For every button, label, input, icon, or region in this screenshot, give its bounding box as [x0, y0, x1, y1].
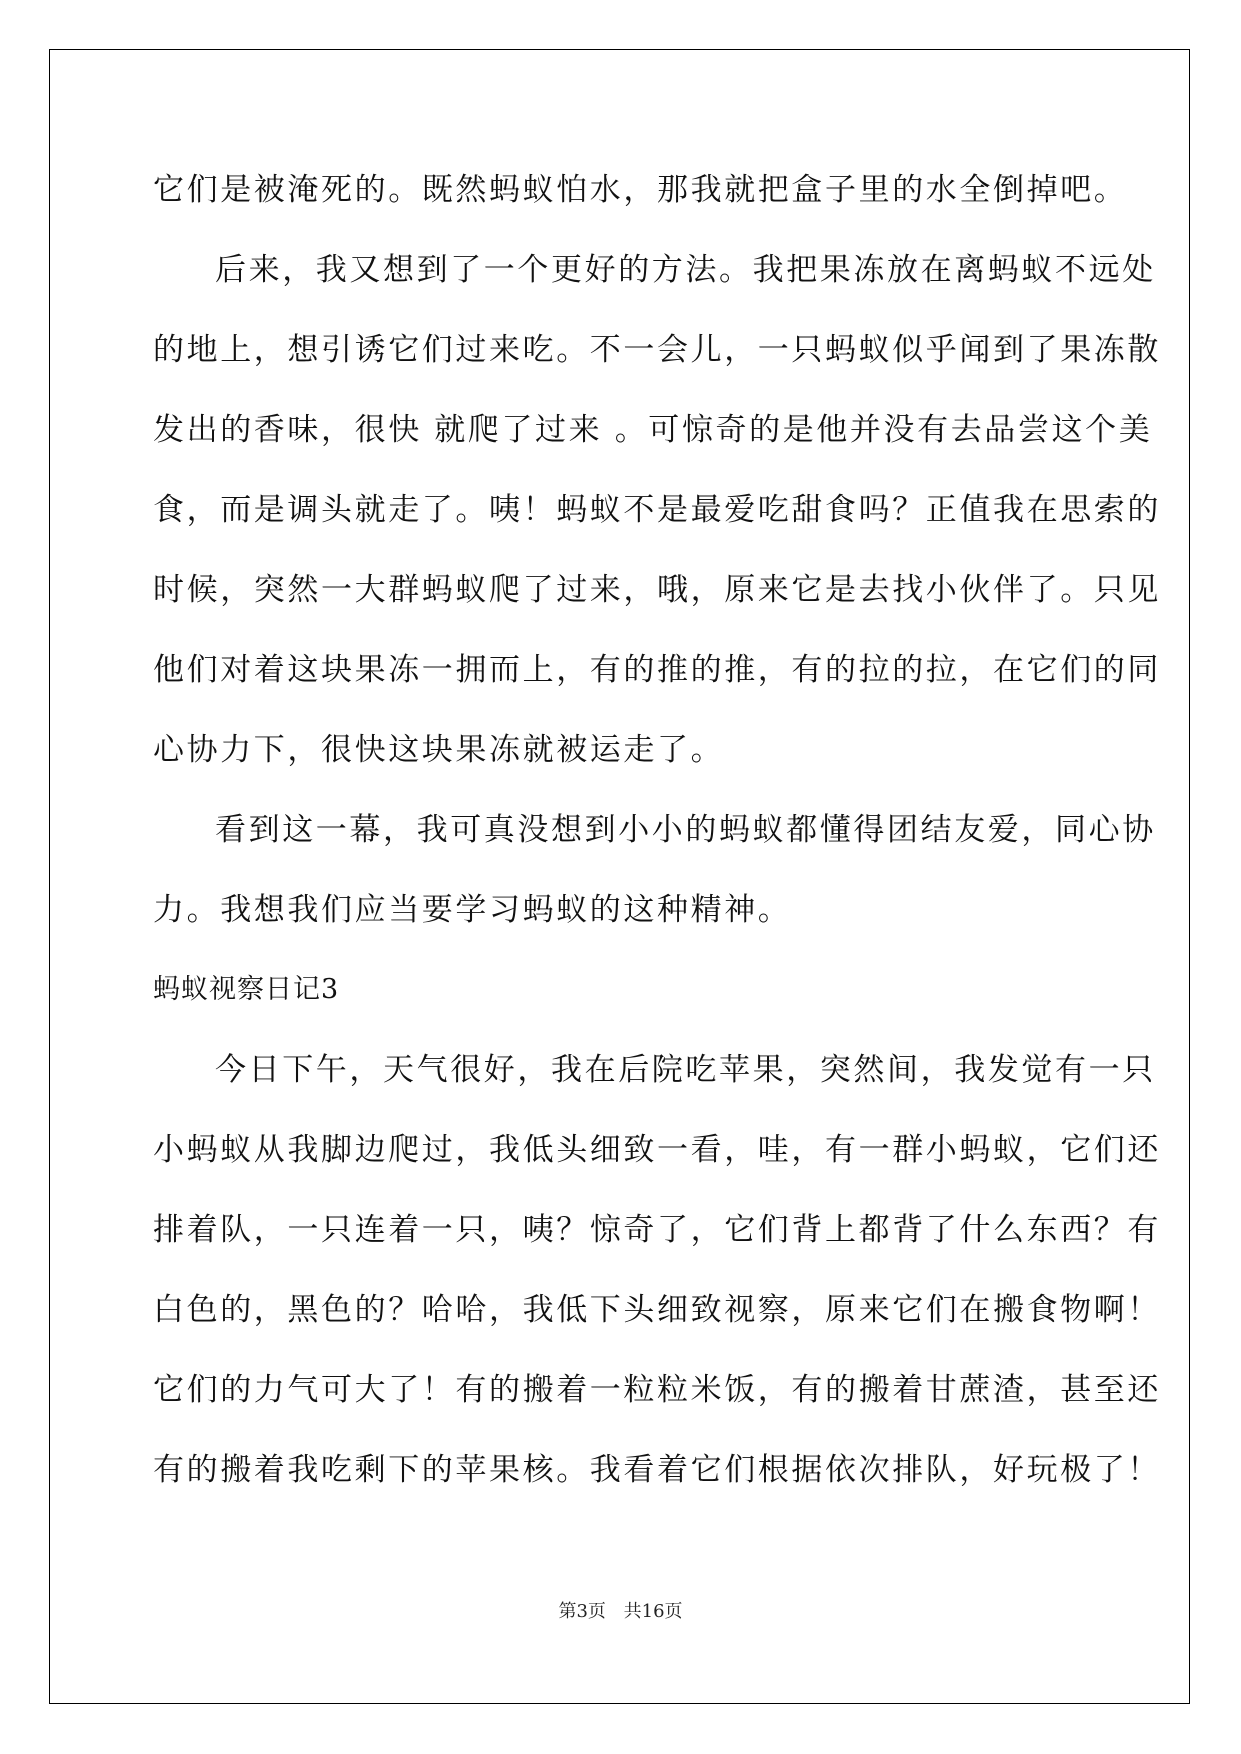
body-text-line: 发出的香味，很快 就爬了过来 。可惊奇的是他并没有去品尝这个美: [153, 412, 1153, 448]
page-total: 共16页: [623, 1601, 683, 1622]
page-footer: [0, 1597, 1241, 1623]
body-text-line: 心协力下，很快这块果冻就被运走了。: [153, 732, 725, 768]
body-text-line: 白色的，黑色的？哈哈，我低下头细致视察，原来它们在搬食物啊！: [153, 1292, 1161, 1328]
body-text-line: 他们对着这块果冻一拥而上，有的推的推，有的拉的拉，在它们的同: [153, 652, 1161, 688]
body-text-line: 食，而是调头就走了。咦！蚂蚁不是最爱吃甜食吗？正值我在思索的: [153, 492, 1161, 528]
body-text-line: 的地上，想引诱它们过来吃。不一会儿，一只蚂蚁似乎闻到了果冻散: [153, 332, 1161, 368]
body-text-line: 看到这一幕，我可真没想到小小的蚂蚁都懂得团结友爱，同心协: [215, 812, 1156, 848]
page-number: 第3页: [558, 1601, 606, 1622]
body-text-line: 力。我想我们应当要学习蚂蚁的这种精神。: [153, 892, 792, 928]
body-text-line: 时候，突然一大群蚂蚁爬了过来，哦，原来它是去找小伙伴了。只见: [153, 572, 1161, 608]
body-text-line: 后来，我又想到了一个更好的方法。我把果冻放在离蚂蚁不远处: [215, 252, 1156, 288]
body-text-line: 它们是被淹死的。既然蚂蚁怕水，那我就把盒子里的水全倒掉吧。: [153, 172, 1128, 208]
body-text-line: 今日下午，天气很好，我在后院吃苹果，突然间，我发觉有一只: [215, 1052, 1156, 1088]
body-text-line: 小蚂蚁从我脚边爬过，我低头细致一看，哇，有一群小蚂蚁，它们还: [153, 1132, 1161, 1168]
body-text-line: 排着队，一只连着一只，咦？惊奇了，它们背上都背了什么东西？有: [153, 1212, 1161, 1248]
body-text-line: 它们的力气可大了！有的搬着一粒粒米饭，有的搬着甘蔗渣，甚至还: [153, 1372, 1161, 1408]
body-text-line: 有的搬着我吃剩下的苹果核。我看着它们根据依次排队，好玩极了！: [153, 1452, 1161, 1488]
section-heading: 蚂蚁视察日记3: [153, 974, 340, 1005]
